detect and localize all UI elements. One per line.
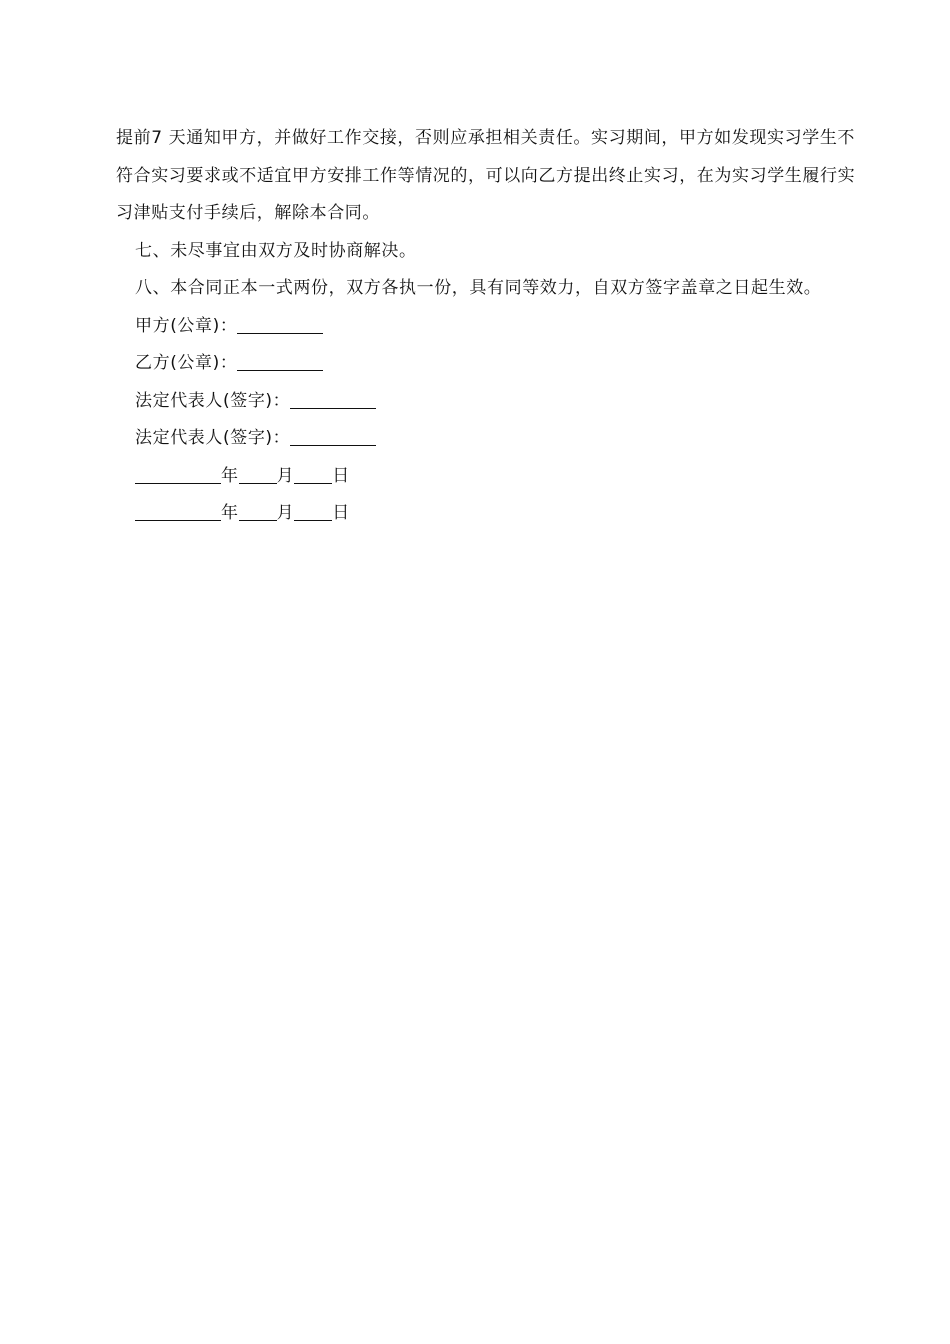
legal-rep-b-signature-line (116, 420, 856, 458)
date-b-month-blank (239, 498, 277, 521)
party-b-seal-line (116, 345, 856, 383)
legal-rep-a-label: 法定代表人(签字)： (135, 390, 291, 411)
date-a-month-label: 月 (276, 465, 295, 486)
date-a-year-blank (135, 461, 221, 484)
date-line-b (116, 495, 856, 533)
date-b-year-blank (135, 498, 221, 521)
paragraph-clause-8: 八、本合同正本一式两份，双方各执一份，具有同等效力，自双方签字盖章之日起生效。 (135, 278, 822, 298)
legal-rep-a-blank (290, 386, 376, 409)
party-b-seal-blank (237, 348, 323, 371)
document-body (116, 120, 856, 533)
date-b-day-blank (294, 498, 332, 521)
legal-rep-b-blank (290, 423, 376, 446)
date-a-day-blank (294, 461, 332, 484)
date-a-month-blank (239, 461, 277, 484)
party-b-seal-label: 乙方(公章)： (135, 353, 238, 373)
date-a-day-label: 日 (332, 465, 350, 486)
legal-rep-a-signature-line (116, 383, 856, 421)
date-line-a (116, 458, 856, 496)
date-b-day-label: 日 (332, 503, 350, 523)
paragraph-clause-7: 七、未尽事宜由双方及时协商解决。 (135, 240, 417, 261)
date-b-year-label: 年 (221, 503, 239, 523)
party-a-seal-line (116, 308, 856, 346)
paragraph-notice-termination: 提前7 天通知甲方，并做好工作交接，否则应承担相关责任。实习期间，甲方如发现实习学生不符合实习要求或不适宜甲方安排工作等情况的，可以向乙方提出终止实习，在为实习学生履行实习津贴支付手续后，解除本合同。 (116, 128, 856, 223)
date-b-month-label: 月 (276, 503, 295, 523)
party-a-seal-blank (237, 311, 323, 334)
legal-rep-b-label: 法定代表人(签字)： (135, 428, 291, 448)
party-a-seal-label: 甲方(公章)： (135, 315, 238, 336)
date-a-year-label: 年 (221, 465, 239, 486)
